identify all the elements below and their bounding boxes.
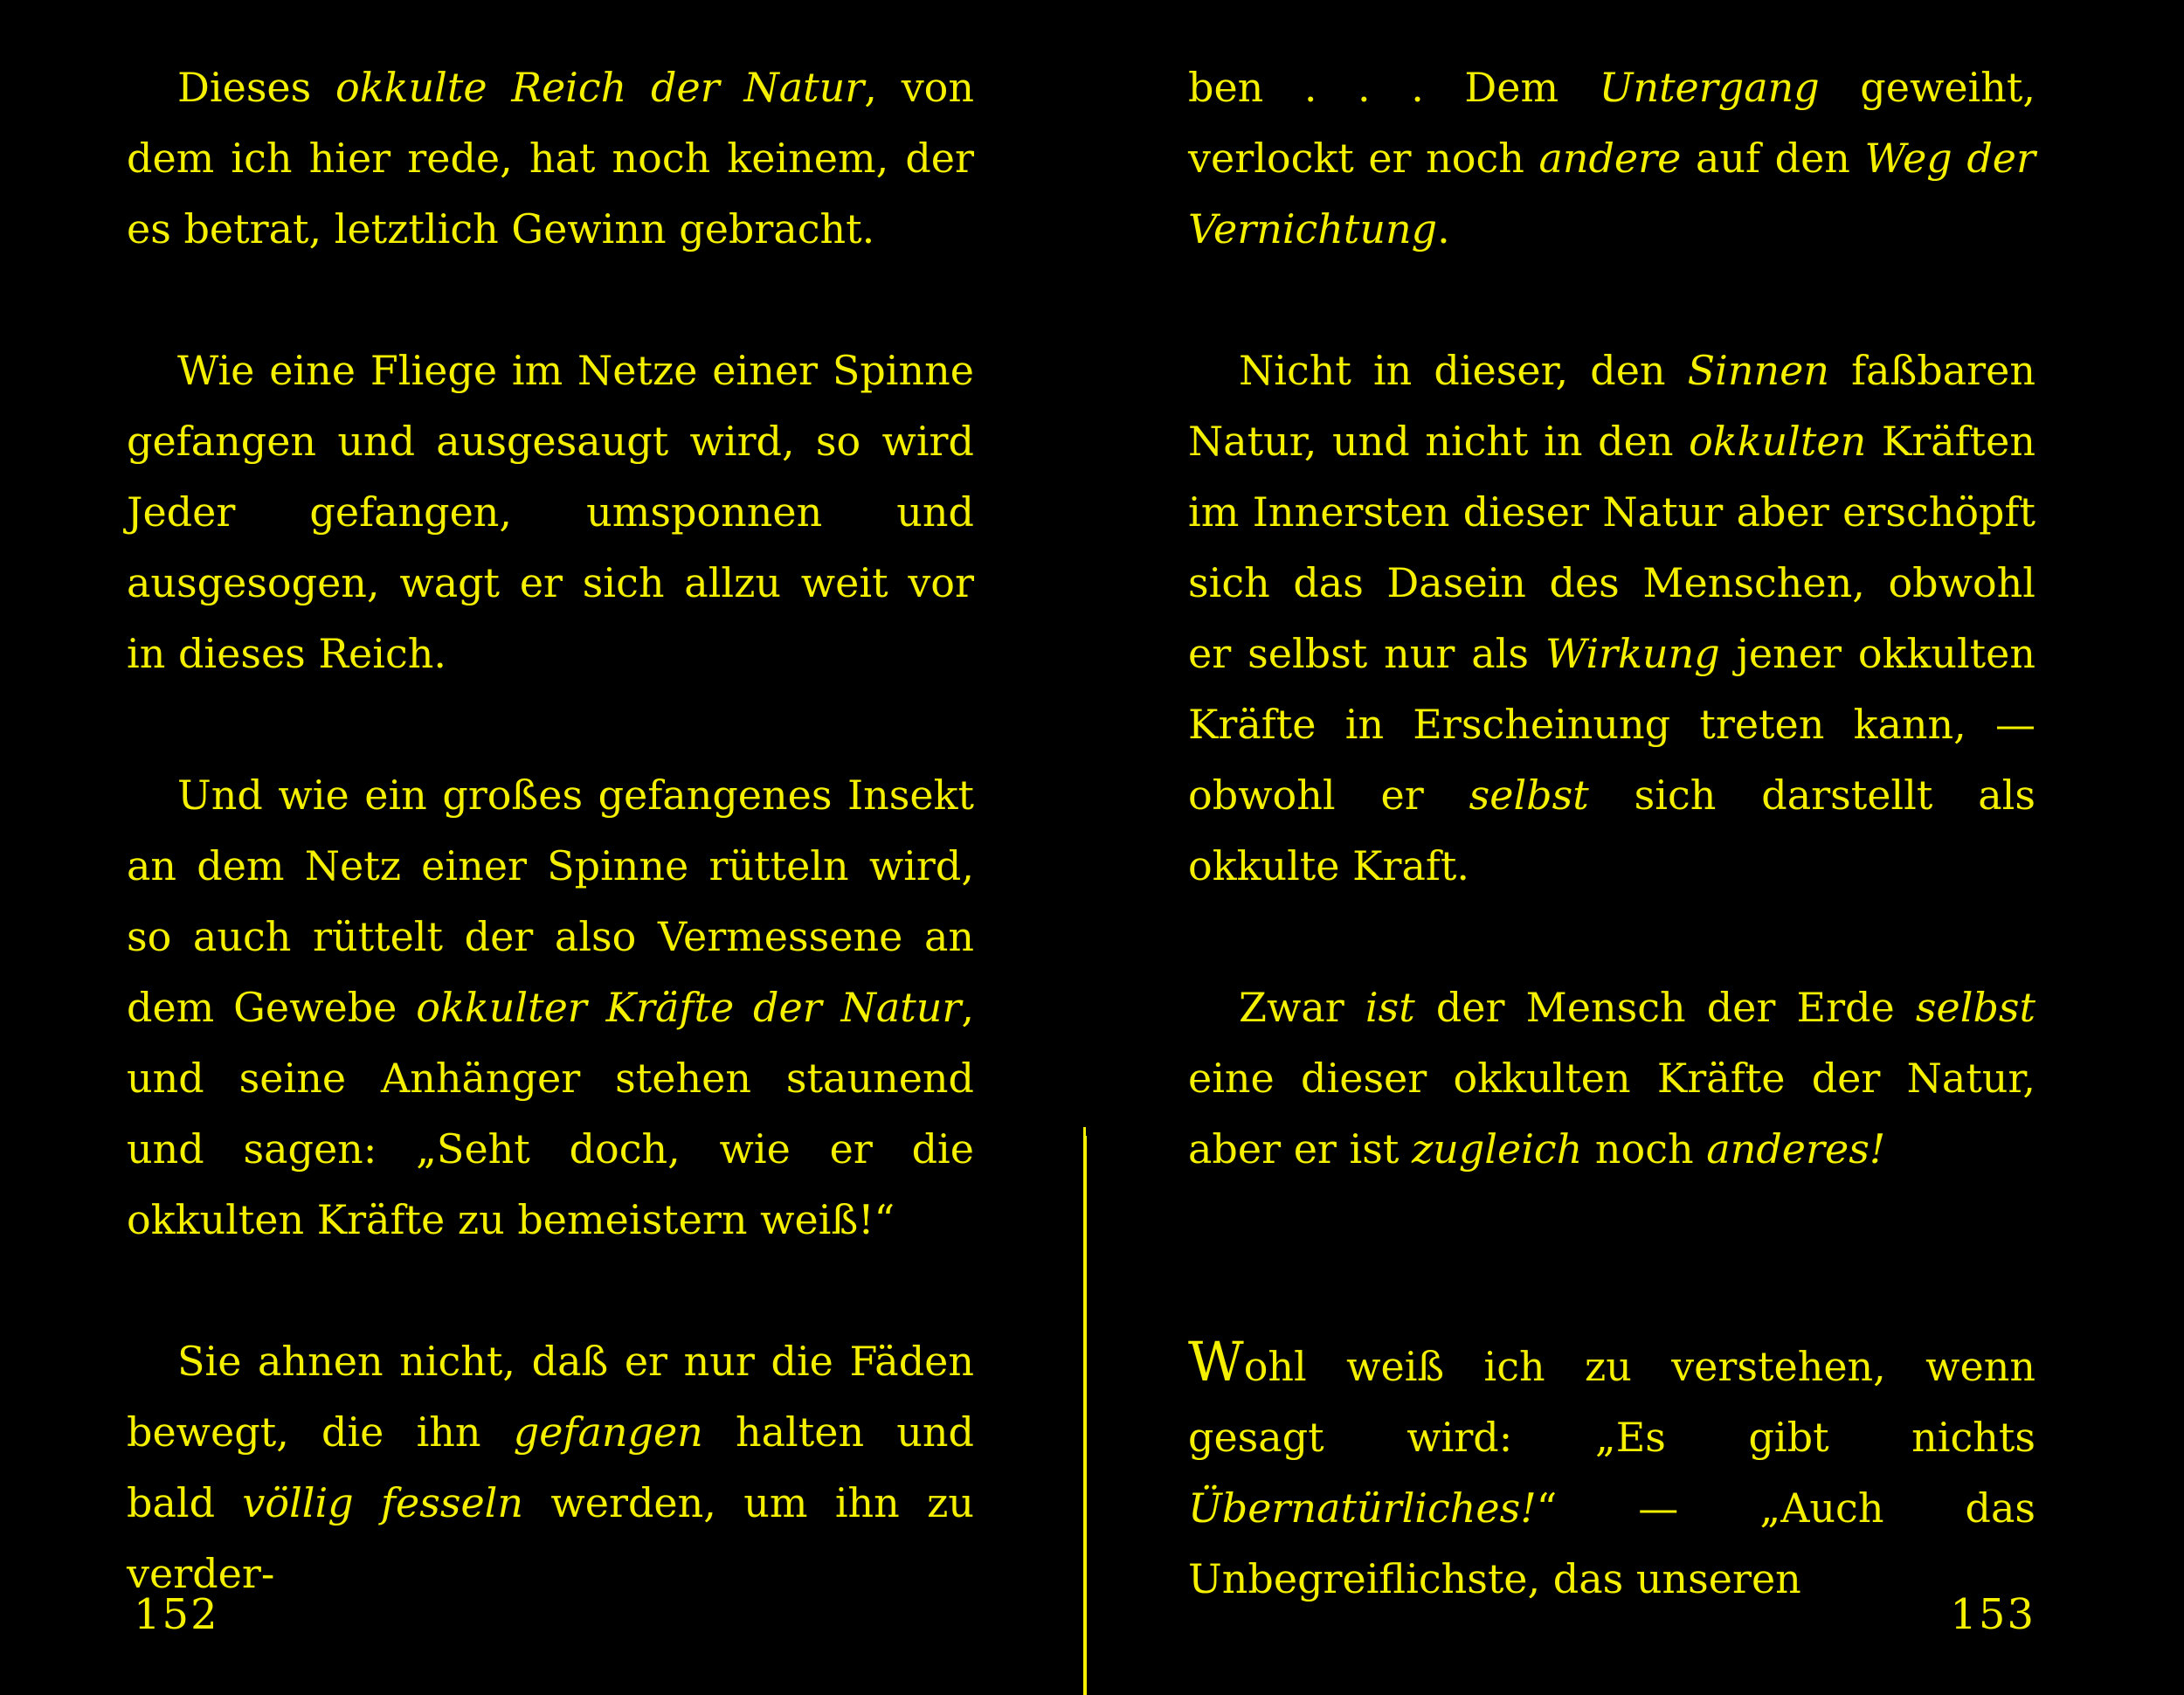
italic-run: Übernatürliches! bbox=[1188, 1484, 1537, 1532]
italic-run: anderes! bbox=[1706, 1125, 1886, 1173]
paragraph bbox=[1188, 972, 2035, 1185]
text-run: Kräften im Innersten dieser Natur aber erschöpft sich das Dasein des Menschen, obwohl er selbst nur als bbox=[1188, 418, 2035, 677]
italic-run: zugleich bbox=[1411, 1125, 1583, 1173]
text-run: sich darstellt als okkulte Kraft. bbox=[1188, 771, 2035, 889]
text-run: , und seine Anhänger stehen staunend und sagen: „Seht doch, wie er die okkulten Kräfte zu bemeistern weiß!“ bbox=[127, 984, 974, 1243]
paragraph-gap bbox=[127, 689, 974, 760]
text-run: der Mensch der Erde bbox=[1414, 984, 1916, 1031]
paragraph bbox=[1188, 52, 2035, 265]
italic-run: Weg der Vernichtung bbox=[1188, 135, 2035, 253]
paragraph bbox=[127, 336, 974, 689]
paragraph-gap bbox=[1188, 265, 2035, 336]
text-run: halten und bald bbox=[127, 1408, 975, 1526]
italic-run: andere bbox=[1538, 135, 1682, 182]
text-run: ben . . . Dem bbox=[1188, 64, 1600, 111]
text-run: eine dieser okkulten Kräfte der Natur, aber er ist bbox=[1188, 1055, 2035, 1173]
right-page bbox=[1188, 52, 2035, 1639]
text-run: Nicht in dieser, den bbox=[1239, 347, 1688, 394]
italic-run: gefangen bbox=[513, 1408, 703, 1456]
text-run: Zwar bbox=[1239, 984, 1365, 1031]
right-page-body bbox=[1188, 52, 2035, 1615]
text-run: werden, um ihn zu verder- bbox=[127, 1479, 974, 1597]
paragraph bbox=[127, 1326, 974, 1609]
page-number-right: 153 bbox=[1950, 1590, 2035, 1639]
italic-run: völlig fesseln bbox=[242, 1479, 524, 1526]
italic-run: Sinnen bbox=[1687, 347, 1829, 394]
text-run: Dieses bbox=[177, 64, 336, 111]
paragraph bbox=[1188, 1326, 2035, 1615]
italic-run: okkulter Kräfte der Natur bbox=[416, 984, 962, 1031]
paragraph bbox=[127, 760, 974, 1256]
text-run: auf den bbox=[1681, 135, 1865, 182]
paragraph bbox=[1188, 336, 2035, 902]
text-run: jener okkulten Kräfte in Erscheinung treten kann, — obwohl er bbox=[1188, 630, 2035, 819]
text-run: “ — „Auch das Unbegreiflichste, das unseren bbox=[1188, 1484, 2035, 1602]
text-run: Wohl weiß ich zu verstehen, wenn gesagt wird: „Es gibt nichts bbox=[1188, 1330, 2035, 1461]
italic-run: Wirkung bbox=[1545, 630, 1720, 677]
page-number-left: 152 bbox=[134, 1590, 219, 1639]
paragraph-gap bbox=[127, 265, 974, 336]
left-page-body bbox=[127, 52, 974, 1609]
text-run: , von dem ich hier rede, hat noch keinem, der es betrat, letztlich Gewinn gebracht. bbox=[127, 64, 974, 253]
italic-run: okkulten bbox=[1689, 418, 1867, 465]
paragraph-gap bbox=[127, 1256, 974, 1326]
text-run: . bbox=[1437, 205, 1450, 253]
paragraph-gap bbox=[1188, 902, 2035, 972]
text-run: Und wie ein großes gefangenes Insekt an dem Netz einer Spinne rütteln wird, so auch rüttelt der also Vermessene an dem Gewebe bbox=[127, 771, 974, 1031]
paragraph bbox=[127, 52, 974, 265]
book-spine-mark bbox=[1083, 1127, 1086, 1223]
italic-run: Untergang bbox=[1599, 64, 1820, 111]
italic-run: okkulte Reich der Natur bbox=[335, 64, 865, 111]
italic-run: selbst bbox=[1469, 771, 1589, 819]
text-run: Wie eine Fliege im Netze einer Spinne gefangen und ausgesaugt wird, so wird Jeder gefangen, umsponnen und ausgesogen, wagt er sich allzu weit vor in dieses Reich. bbox=[127, 347, 974, 677]
text-run: noch bbox=[1582, 1125, 1707, 1173]
left-page bbox=[127, 52, 975, 1639]
italic-run: ist bbox=[1365, 984, 1415, 1031]
italic-run: selbst bbox=[1915, 984, 2035, 1031]
text-run: faßbaren Natur, und nicht in den bbox=[1188, 347, 2035, 465]
paragraph-gap bbox=[1188, 1185, 2035, 1326]
text-run: geweiht, verlockt er noch bbox=[1188, 64, 2035, 182]
text-run: Sie ahnen nicht, daß er nur die Fäden bewegt, die ihn bbox=[127, 1338, 974, 1456]
